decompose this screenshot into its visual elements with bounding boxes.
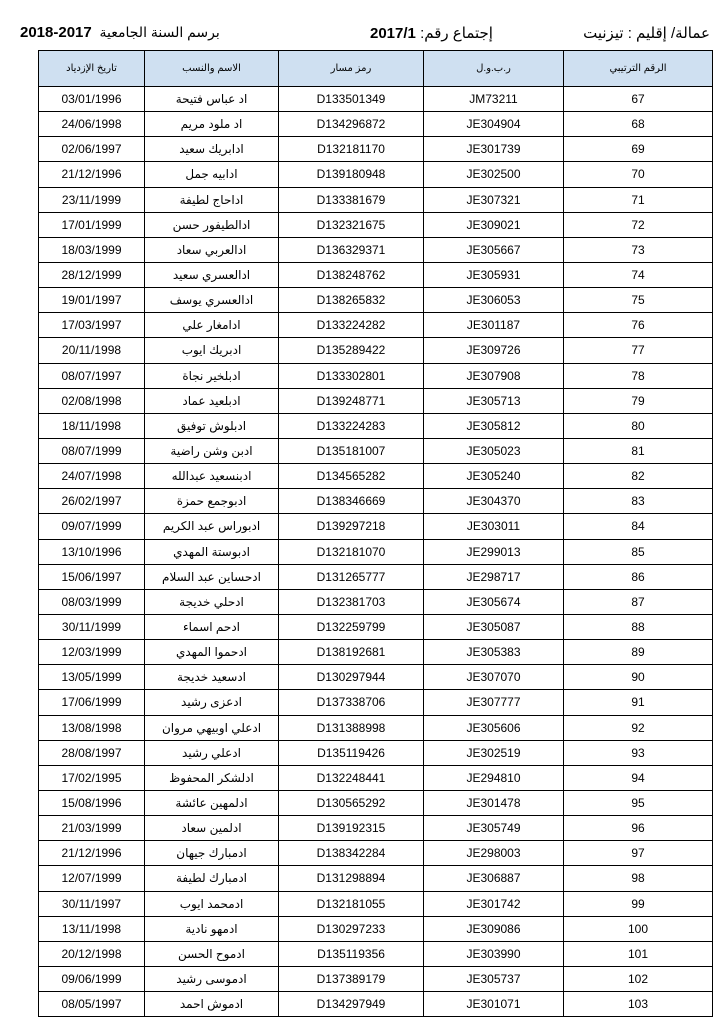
table-row [39,212,713,237]
cell-cin: JE305812 [424,413,564,438]
cell-name: ادبلوش توفيق [145,413,279,438]
cell-cin: JE309021 [424,212,564,237]
cell-dob: 18/11/1998 [39,413,145,438]
cell-cin: JE304370 [424,489,564,514]
cell-cin: JE305667 [424,237,564,262]
cell-massar: D134296872 [279,112,424,137]
cell-cin: JE309086 [424,916,564,941]
cell-dob: 21/12/1996 [39,162,145,187]
cell-cin: JE307777 [424,690,564,715]
cell-massar: D138342284 [279,841,424,866]
table-row [39,916,713,941]
cell-order: 91 [564,690,713,715]
cell-name: ادلمين سعاد [145,816,279,841]
cell-name: ادمحمد ايوب [145,891,279,916]
cell-dob: 17/03/1997 [39,313,145,338]
cell-name: اد ملود مريم [145,112,279,137]
cell-massar: D134297949 [279,992,424,1017]
column-header-massar: رمز مسار [279,51,424,87]
table-row [39,665,713,690]
cell-dob: 28/08/1997 [39,740,145,765]
cell-dob: 08/07/1999 [39,438,145,463]
cell-dob: 21/03/1999 [39,816,145,841]
table-header-row [39,51,713,87]
cell-name: ادبلخير نجاة [145,363,279,388]
cell-massar: D133224283 [279,413,424,438]
cell-name: ادبنسعيد عبدالله [145,464,279,489]
table-row [39,866,713,891]
cell-massar: D135289422 [279,338,424,363]
table-row [39,790,713,815]
cell-name: ادبوستة المهدي [145,539,279,564]
cell-massar: D133501349 [279,87,424,112]
cell-cin: JE294810 [424,765,564,790]
cell-massar: D131298894 [279,866,424,891]
cell-order: 81 [564,438,713,463]
cell-massar: D137389179 [279,966,424,991]
cell-cin: JE305749 [424,816,564,841]
meeting-label: إجتماع رقم: [420,25,493,42]
cell-cin: JE301187 [424,313,564,338]
table-row [39,464,713,489]
cell-name: اداحاج لطيفة [145,187,279,212]
cell-dob: 13/08/1998 [39,715,145,740]
meeting-info [370,24,493,42]
cell-cin: JE305713 [424,388,564,413]
table-row [39,87,713,112]
cell-dob: 17/06/1999 [39,690,145,715]
cell-order: 72 [564,212,713,237]
table-row [39,564,713,589]
cell-name: ادبلعيد عماد [145,388,279,413]
table-row [39,614,713,639]
cell-dob: 13/05/1999 [39,665,145,690]
table-row [39,941,713,966]
cell-cin: JE302500 [424,162,564,187]
cell-name: ادموش احمد [145,992,279,1017]
cell-massar: D133381679 [279,187,424,212]
academic-year: 2018-2017 [20,24,92,41]
cell-cin: JE301478 [424,790,564,815]
region-label: عمالة/ إقليم : تيزنيت [583,25,710,42]
cell-name: ادابريك سعيد [145,137,279,162]
cell-massar: D136329371 [279,237,424,262]
cell-massar: D135119356 [279,941,424,966]
table-row [39,740,713,765]
cell-order: 84 [564,514,713,539]
cell-cin: JE307908 [424,363,564,388]
table-row [39,313,713,338]
cell-cin: JE301742 [424,891,564,916]
cell-dob: 24/07/1998 [39,464,145,489]
cell-dob: 08/07/1997 [39,363,145,388]
cell-order: 103 [564,992,713,1017]
cell-massar: D133224282 [279,313,424,338]
cell-order: 70 [564,162,713,187]
cell-cin: JE303011 [424,514,564,539]
cell-dob: 02/08/1998 [39,388,145,413]
cell-cin: JE305240 [424,464,564,489]
table-row [39,966,713,991]
table-row [39,816,713,841]
cell-massar: D133302801 [279,363,424,388]
page-header [20,24,710,46]
cell-order: 73 [564,237,713,262]
cell-name: ادسعيد خديجة [145,665,279,690]
cell-dob: 20/12/1998 [39,941,145,966]
cell-name: ادالعسري يوسف [145,288,279,313]
cell-dob: 30/11/1999 [39,614,145,639]
cell-order: 100 [564,916,713,941]
cell-order: 97 [564,841,713,866]
cell-dob: 15/06/1997 [39,564,145,589]
cell-massar: D130297233 [279,916,424,941]
cell-cin: JE298003 [424,841,564,866]
cell-name: ادالعربي سعاد [145,237,279,262]
table-row [39,137,713,162]
cell-name: ادحلي خديجة [145,589,279,614]
cell-cin: JE306053 [424,288,564,313]
cell-massar: D132381703 [279,589,424,614]
cell-massar: D132181055 [279,891,424,916]
cell-cin: JE301071 [424,992,564,1017]
table-row [39,765,713,790]
cell-name: ادموسى رشيد [145,966,279,991]
cell-dob: 23/11/1999 [39,187,145,212]
cell-cin: JE305606 [424,715,564,740]
cell-massar: D134565282 [279,464,424,489]
cell-order: 90 [564,665,713,690]
cell-cin: JE305023 [424,438,564,463]
cell-order: 83 [564,489,713,514]
cell-name: اد عباس فتيحة [145,87,279,112]
cell-dob: 19/01/1997 [39,288,145,313]
cell-cin: JM73211 [424,87,564,112]
cell-massar: D138248762 [279,262,424,287]
cell-cin: JE301739 [424,137,564,162]
table-row [39,841,713,866]
cell-dob: 08/05/1997 [39,992,145,1017]
cell-order: 79 [564,388,713,413]
cell-dob: 17/01/1999 [39,212,145,237]
cell-order: 78 [564,363,713,388]
cell-cin: JE309726 [424,338,564,363]
cell-name: ادموح الحسن [145,941,279,966]
cell-cin: JE304904 [424,112,564,137]
academic-year-info [20,24,220,41]
cell-order: 93 [564,740,713,765]
cell-dob: 21/12/1996 [39,841,145,866]
cell-order: 92 [564,715,713,740]
cell-order: 71 [564,187,713,212]
cell-name: ادبوراس عبد الكريم [145,514,279,539]
cell-order: 76 [564,313,713,338]
cell-cin: JE305087 [424,614,564,639]
column-header-cin: ر.ب.و.ل [424,51,564,87]
cell-order: 94 [564,765,713,790]
table-row [39,992,713,1017]
column-header-order: الرقم الترتيبي [564,51,713,87]
table-row [39,237,713,262]
cell-dob: 12/03/1999 [39,640,145,665]
cell-name: ادبوجمع حمزة [145,489,279,514]
cell-order: 96 [564,816,713,841]
cell-cin: JE303990 [424,941,564,966]
meeting-number: 2017/1 [370,25,416,42]
cell-massar: D135181007 [279,438,424,463]
cell-order: 99 [564,891,713,916]
cell-order: 88 [564,614,713,639]
cell-cin: JE298717 [424,564,564,589]
table-row [39,363,713,388]
table-row [39,338,713,363]
cell-order: 95 [564,790,713,815]
cell-name: ادبريك ايوب [145,338,279,363]
cell-massar: D139192315 [279,816,424,841]
cell-name: ادمبارك جيهان [145,841,279,866]
cell-massar: D138265832 [279,288,424,313]
cell-name: ادبن وشن راضية [145,438,279,463]
table-row [39,262,713,287]
cell-dob: 03/01/1996 [39,87,145,112]
cell-dob: 18/03/1999 [39,237,145,262]
cell-dob: 08/03/1999 [39,589,145,614]
cell-dob: 28/12/1999 [39,262,145,287]
cell-dob: 13/11/1998 [39,916,145,941]
cell-massar: D139180948 [279,162,424,187]
cell-massar: D130565292 [279,790,424,815]
table-row [39,489,713,514]
cell-massar: D132181170 [279,137,424,162]
cell-massar: D132248441 [279,765,424,790]
table-row [39,715,713,740]
cell-cin: JE305931 [424,262,564,287]
table-row [39,413,713,438]
cell-order: 80 [564,413,713,438]
cell-name: ادمهو نادية [145,916,279,941]
cell-name: ادعلي رشيد [145,740,279,765]
cell-cin: JE307070 [424,665,564,690]
cell-name: ادعزى رشيد [145,690,279,715]
table-row [39,162,713,187]
table-row [39,112,713,137]
cell-massar: D137338706 [279,690,424,715]
cell-cin: JE302519 [424,740,564,765]
cell-dob: 02/06/1997 [39,137,145,162]
cell-massar: D139248771 [279,388,424,413]
cell-order: 87 [564,589,713,614]
cell-name: ادحم اسماء [145,614,279,639]
table-body [39,87,713,1017]
cell-cin: JE299013 [424,539,564,564]
cell-order: 77 [564,338,713,363]
cell-massar: D131265777 [279,564,424,589]
table-row [39,891,713,916]
cell-name: ادابيه جمل [145,162,279,187]
cell-dob: 09/07/1999 [39,514,145,539]
table-row [39,438,713,463]
cell-order: 74 [564,262,713,287]
cell-name: ادالطيفور حسن [145,212,279,237]
cell-order: 68 [564,112,713,137]
cell-order: 67 [564,87,713,112]
cell-name: ادالعسري سعيد [145,262,279,287]
cell-name: ادلمهين عائشة [145,790,279,815]
cell-dob: 17/02/1995 [39,765,145,790]
academic-year-label: برسم السنة الجامعية [99,24,220,40]
cell-order: 98 [564,866,713,891]
cell-dob: 26/02/1997 [39,489,145,514]
cell-order: 69 [564,137,713,162]
table-row [39,640,713,665]
cell-cin: JE306887 [424,866,564,891]
table-row [39,589,713,614]
cell-name: ادمبارك لطيفة [145,866,279,891]
cell-massar: D131388998 [279,715,424,740]
table-row [39,514,713,539]
table-row [39,690,713,715]
cell-order: 102 [564,966,713,991]
cell-massar: D135119426 [279,740,424,765]
cell-order: 85 [564,539,713,564]
cell-order: 82 [564,464,713,489]
cell-massar: D138346669 [279,489,424,514]
cell-dob: 30/11/1997 [39,891,145,916]
table-row [39,539,713,564]
cell-massar: D138192681 [279,640,424,665]
cell-name: ادلشكر المحفوظ [145,765,279,790]
cell-order: 101 [564,941,713,966]
cell-massar: D132181070 [279,539,424,564]
cell-order: 89 [564,640,713,665]
cell-massar: D130297944 [279,665,424,690]
column-header-name: الاسم والنسب [145,51,279,87]
cell-name: ادحساين عبد السلام [145,564,279,589]
cell-name: ادحموا المهدي [145,640,279,665]
cell-cin: JE305737 [424,966,564,991]
column-header-dob: تاريخ الإزدياد [39,51,145,87]
cell-dob: 24/06/1998 [39,112,145,137]
cell-name: ادعلي اوبيهي مروان [145,715,279,740]
cell-order: 86 [564,564,713,589]
cell-cin: JE305383 [424,640,564,665]
cell-cin: JE307321 [424,187,564,212]
cell-dob: 15/08/1996 [39,790,145,815]
table-row [39,388,713,413]
student-roster-table [38,50,713,1017]
cell-massar: D132259799 [279,614,424,639]
table-row [39,187,713,212]
table-row [39,288,713,313]
cell-massar: D139297218 [279,514,424,539]
cell-name: ادامغار علي [145,313,279,338]
cell-dob: 09/06/1999 [39,966,145,991]
cell-dob: 13/10/1996 [39,539,145,564]
cell-order: 75 [564,288,713,313]
cell-dob: 12/07/1999 [39,866,145,891]
cell-dob: 20/11/1998 [39,338,145,363]
cell-cin: JE305674 [424,589,564,614]
cell-massar: D132321675 [279,212,424,237]
